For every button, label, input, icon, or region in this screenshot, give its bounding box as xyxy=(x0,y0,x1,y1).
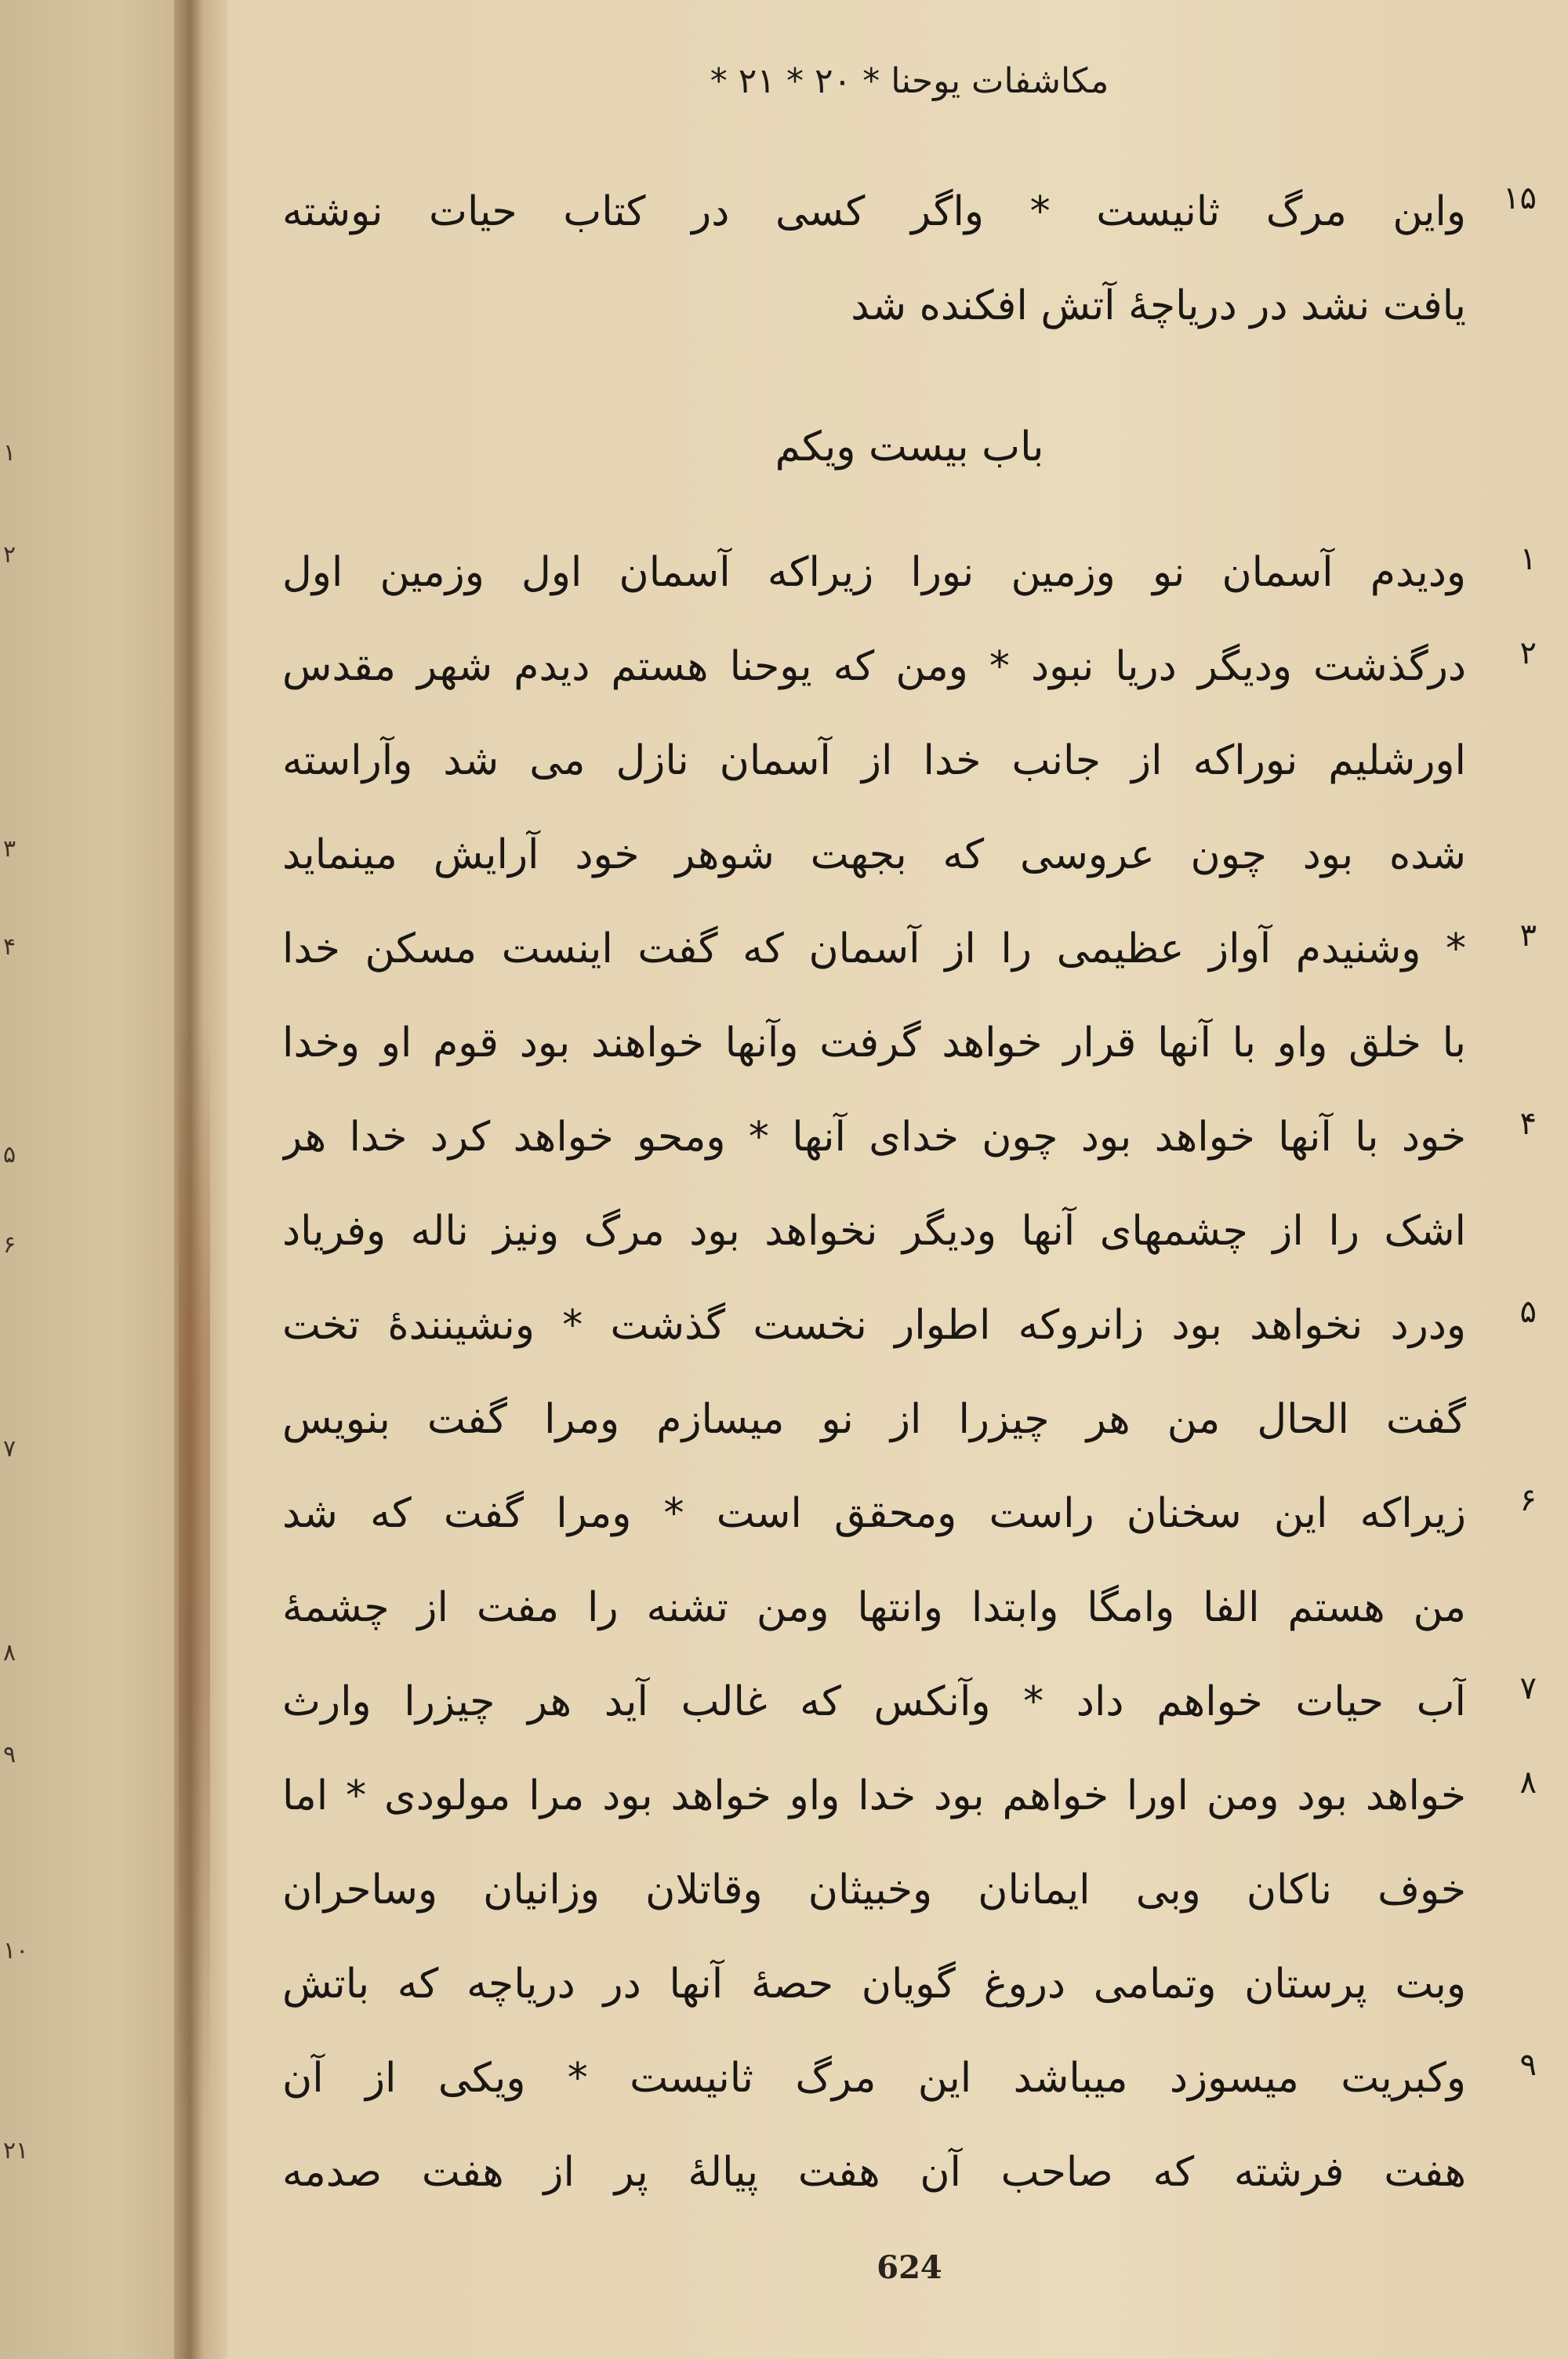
left-margin-number: ۷ xyxy=(3,1435,16,1463)
text-line: واین مرگ ثانیست * واگر کسی در کتاب حیات نوشته xyxy=(282,188,1466,235)
text-line: خواهد بود ومن اورا خواهم بود خدا واو خواهد بود مرا مولودی * اما xyxy=(282,1772,1466,1819)
verse-number: ۴ xyxy=(1519,1106,1537,1142)
verse-number: ۹ xyxy=(1519,2047,1537,2083)
text-line: آب حیات خواهم داد * وآنکس که غالب آید هر چیزرا وارث xyxy=(282,1678,1466,1725)
left-margin-number: ۸ xyxy=(3,1639,16,1667)
text-line: خوف ناکان وبی ایمانان وخبیثان وقاتلان وزانیان وساحران xyxy=(282,1866,1466,1914)
left-margin-number: ۹ xyxy=(3,1741,16,1768)
text-line: یافت نشد در دریاچهٔ آتش افکنده شد xyxy=(851,282,1466,329)
page-number: 624 xyxy=(877,2249,942,2286)
text-line: وکبریت میسوزد میباشد این مرگ ثانیست * ویکی از آن xyxy=(282,2055,1466,2102)
left-margin-number: ۴ xyxy=(3,933,16,961)
text-line: اشک را از چشمهای آنها ودیگر نخواهد بود مرگ ونیز ناله وفریاد xyxy=(282,1208,1466,1255)
verse-number: ۱۵ xyxy=(1503,180,1537,216)
text-line: من هستم الفا وامگا وابتدا وانتها ومن تشنه را مفت از چشمهٔ xyxy=(282,1584,1466,1631)
verse-number: ۳ xyxy=(1519,918,1537,954)
text-line: هفت فرشته که صاحب آن هفت پیالهٔ پر از هفت صدمه xyxy=(282,2149,1466,2196)
left-margin-number: ۲۱ xyxy=(3,2137,29,2165)
text-line: با خلق واو با آنها قرار خواهد گرفت وآنها خواهند بود قوم او وخدا xyxy=(282,1020,1466,1067)
left-margin-number: ۱ xyxy=(3,439,16,467)
verse-number: ۵ xyxy=(1519,1294,1537,1330)
text-line: درگذشت ودیگر دریا نبود * ومن که یوحنا هستم دیدم شهر مقدس xyxy=(282,643,1466,690)
gutter-stain xyxy=(179,1020,210,2117)
text-line: ودیدم آسمان نو وزمین نورا زیراکه آسمان اول وزمین اول xyxy=(282,549,1466,596)
text-line: شده بود چون عروسی که بجهت شوهر خود آرایش مینماید xyxy=(282,831,1466,878)
text-line: * وشنیدم آواز عظیمی را از آسمان که گفت اینست مسکن خدا xyxy=(282,925,1466,972)
chapter-21-text xyxy=(282,525,1466,2219)
left-margin-number: ۵ xyxy=(3,1141,16,1169)
text-line: خود با آنها خواهد بود چون خدای آنها * ومحو خواهد کرد خدا هر xyxy=(282,1114,1466,1161)
left-margin-number: ۳ xyxy=(3,835,16,863)
running-header: مکاشفات یوحنا * ۲۰ * ۲۱ * xyxy=(710,61,1109,101)
text-line: اورشلیم نوراکه از جانب خدا از آسمان نازل می شد وآراسته xyxy=(282,737,1466,784)
verse-15-block xyxy=(282,165,1466,353)
text-line: گفت الحال من هر چیزرا از نو میسازم ومرا گفت بنویس xyxy=(282,1396,1466,1443)
text-line: زیراکه این سخنان راست ومحقق است * ومرا گفت که شد xyxy=(282,1490,1466,1537)
verse-number: ۶ xyxy=(1519,1482,1537,1518)
left-margin-number: ۱۰ xyxy=(3,1937,29,1965)
left-page-margin xyxy=(0,0,196,2359)
left-margin-number: ۲ xyxy=(3,541,16,569)
chapter-title: باب بیست ویکم xyxy=(775,423,1044,471)
left-margin-number: ۶ xyxy=(3,1231,16,1259)
verse-number: ۲ xyxy=(1519,635,1537,671)
text-line: ودرد نخواهد بود زانروکه اطوار نخست گذشت * ونشینندهٔ تخت xyxy=(282,1302,1466,1349)
verse-number: ۸ xyxy=(1519,1765,1537,1801)
verse-number: ۷ xyxy=(1519,1670,1537,1707)
verse-number: ۱ xyxy=(1519,541,1537,577)
text-line: وبت پرستان وتمامی دروغ گویان حصهٔ آنها در دریاچه که باتش xyxy=(282,1961,1466,2008)
